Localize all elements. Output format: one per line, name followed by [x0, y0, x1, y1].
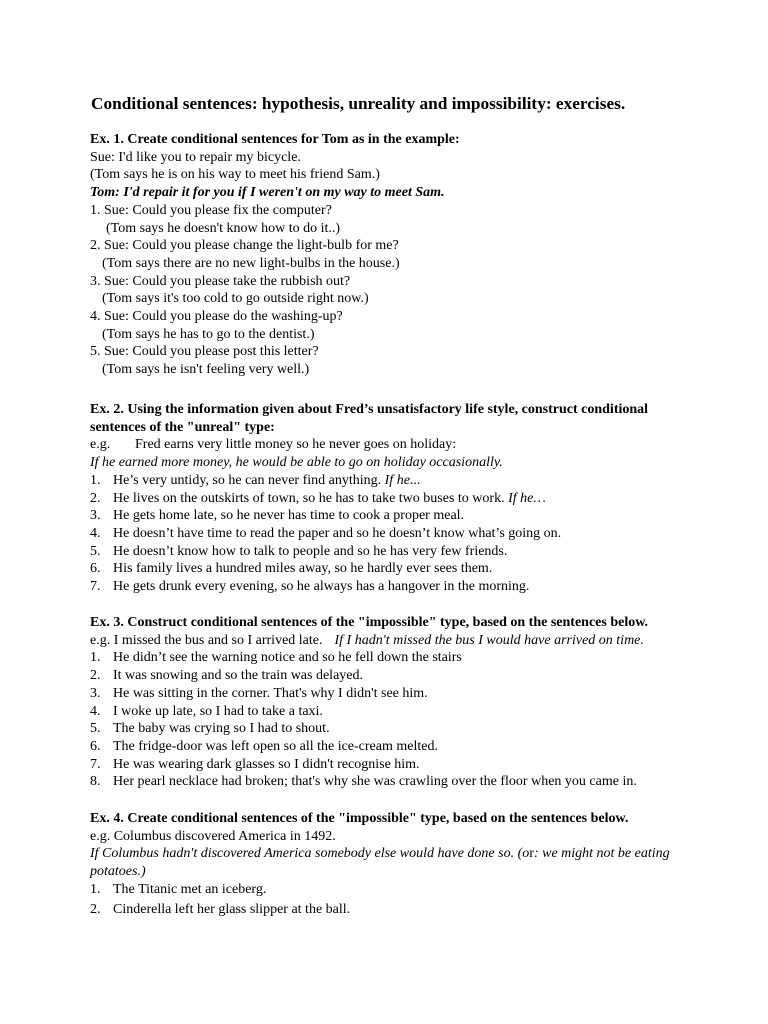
list-item [90, 490, 720, 508]
item-text: He gets drunk every evening, so he always has a hangover in the morning. [113, 579, 530, 595]
list-item [90, 560, 720, 578]
example-text: Fred earns very little money so he never goes on holiday: [135, 437, 457, 453]
item-text: The Titanic met an iceberg. [113, 881, 267, 897]
exercise-heading: Ex. 2. Using the information given about Fred’s unsatisfactory life style, construct conditional [90, 402, 649, 417]
exercise-heading-cont: sentences of the "unreal" type: [90, 419, 275, 435]
item-text: I woke up late, so I had to take a taxi. [113, 703, 323, 719]
exercise-heading: Ex. 1. Create conditional sentences for Tom as in the example: [90, 132, 460, 147]
list-item [90, 667, 720, 685]
item-text: He gets home late, so he never has time to cook a proper meal. [113, 508, 465, 524]
list-item [90, 507, 720, 525]
list-item [90, 649, 720, 667]
exercise-1 [90, 131, 720, 379]
item-question: 1. Sue: Could you please fix the computer? [90, 202, 332, 218]
item-hint: If he [384, 472, 410, 488]
exercise-4 [90, 810, 720, 918]
item-tail: ... [409, 472, 421, 488]
item-number: 1. [90, 650, 101, 666]
item-note: (Tom says it's too cold to go outside right now.) [102, 291, 369, 307]
item-text: He doesn’t have time to read the paper and so he doesn’t know what’s going on. [113, 525, 562, 541]
item-number: 6. [90, 561, 101, 577]
item-text: He’s very untidy, so he can never find anything. [113, 472, 385, 488]
example-answer: If he earned more money, he would be able to go on holiday occasionally. [90, 455, 503, 471]
list-item [90, 881, 720, 899]
list-item [90, 738, 720, 756]
example-text: e.g. I missed the bus and so I arrived late. [90, 632, 323, 648]
item-note: (Tom says he doesn't know how to do it..) [106, 220, 341, 236]
exercise-item [90, 237, 720, 272]
example-or-r: r [529, 846, 534, 862]
list-item [90, 901, 720, 919]
example-line [90, 632, 720, 650]
example-note: (Tom says he is on his way to meet his friend Sam.) [90, 167, 380, 183]
exercise-3 [90, 614, 720, 791]
example-answer-alt: : we might not be eating potatoes.) [90, 846, 670, 880]
item-text: It was snowing and so the train was delayed. [113, 668, 363, 684]
example-answer [90, 845, 720, 880]
exercise-item [90, 273, 720, 308]
item-number: 1. [90, 881, 101, 897]
item-number: 4. [90, 703, 101, 719]
item-note: (Tom says he isn't feeling very well.) [102, 362, 310, 378]
item-question: 5. Sue: Could you please post this letter? [90, 344, 319, 360]
exercise-2 [90, 401, 720, 596]
item-note: (Tom says there are no new light-bulbs in the house.) [102, 255, 400, 271]
item-text: He was wearing dark glasses so I didn't recognise him. [113, 756, 420, 772]
page-title: Conditional sentences: hypothesis, unreality and impossibility: exercises. [91, 94, 626, 113]
item-question: 3. Sue: Could you please take the rubbish out? [90, 273, 351, 289]
exercise-item [90, 202, 720, 237]
exercise-item [90, 308, 720, 343]
item-question: 2. Sue: Could you please change the light-bulb for me? [90, 238, 399, 254]
item-number: 1. [90, 472, 101, 488]
example-or-open: (o [514, 846, 530, 862]
item-text: He didn’t see the warning notice and so he fell down the stairs [113, 650, 462, 666]
item-text: He was sitting in the corner. That's why I didn't see him. [113, 685, 428, 701]
item-number: 6. [90, 738, 101, 754]
item-text: Cinderella left her glass slipper at the ball. [113, 901, 351, 917]
item-number: 8. [90, 774, 101, 790]
item-text: The baby was crying so I had to shout. [113, 721, 330, 737]
item-hint: If he… [508, 490, 546, 506]
item-number: 3. [90, 508, 101, 524]
item-text: His family lives a hundred miles away, so he hardly ever sees them. [113, 561, 493, 577]
list-item [90, 685, 720, 703]
list-item [90, 756, 720, 774]
item-number: 7. [90, 579, 101, 595]
list-item [90, 720, 720, 738]
item-note: (Tom says he has to go to the dentist.) [102, 326, 315, 342]
exercise-heading: Ex. 4. Create conditional sentences of the "impossible" type, based on the sentences below. [90, 811, 629, 826]
item-text: He lives on the outskirts of town, so he has to take two buses to work. [113, 490, 509, 506]
item-number: 2. [90, 668, 101, 684]
list-item [90, 525, 720, 543]
list-item [90, 773, 720, 791]
example-line [90, 436, 720, 454]
item-number: 5. [90, 721, 101, 737]
item-number: 4. [90, 525, 101, 541]
example-question: Sue: I'd like you to repair my bicycle. [90, 149, 301, 165]
list-item [90, 703, 720, 721]
list-item [90, 472, 720, 490]
item-text: He doesn’t know how to talk to people and so he has very few friends. [113, 543, 508, 559]
example-answer: If I hadn't missed the bus I would have arrived on time. [334, 632, 644, 648]
example-answer: Tom: I'd repair it for you if I weren't on my way to meet Sam. [90, 185, 445, 201]
exercise-heading: Ex. 3. Construct conditional sentences of the "impossible" type, based on the sentences below. [90, 615, 649, 630]
item-text: The fridge-door was left open so all the ice-cream melted. [113, 738, 438, 754]
example-text: e.g. Columbus discovered America in 1492. [90, 828, 336, 844]
item-number: 2. [90, 490, 101, 506]
list-item [90, 543, 720, 561]
item-text: Her pearl necklace had broken; that's why she was crawling over the floor when you came in. [113, 774, 637, 790]
item-number: 3. [90, 685, 101, 701]
list-item [90, 578, 720, 596]
item-number: 7. [90, 756, 101, 772]
example-label: e.g. [90, 437, 111, 453]
item-number: 2. [90, 901, 101, 917]
item-question: 4. Sue: Could you please do the washing-up? [90, 309, 343, 325]
item-number: 5. [90, 543, 101, 559]
exercise-item [90, 343, 720, 378]
example-answer-main: If Columbus hadn't discovered America somebody else would have done so. [90, 846, 515, 862]
